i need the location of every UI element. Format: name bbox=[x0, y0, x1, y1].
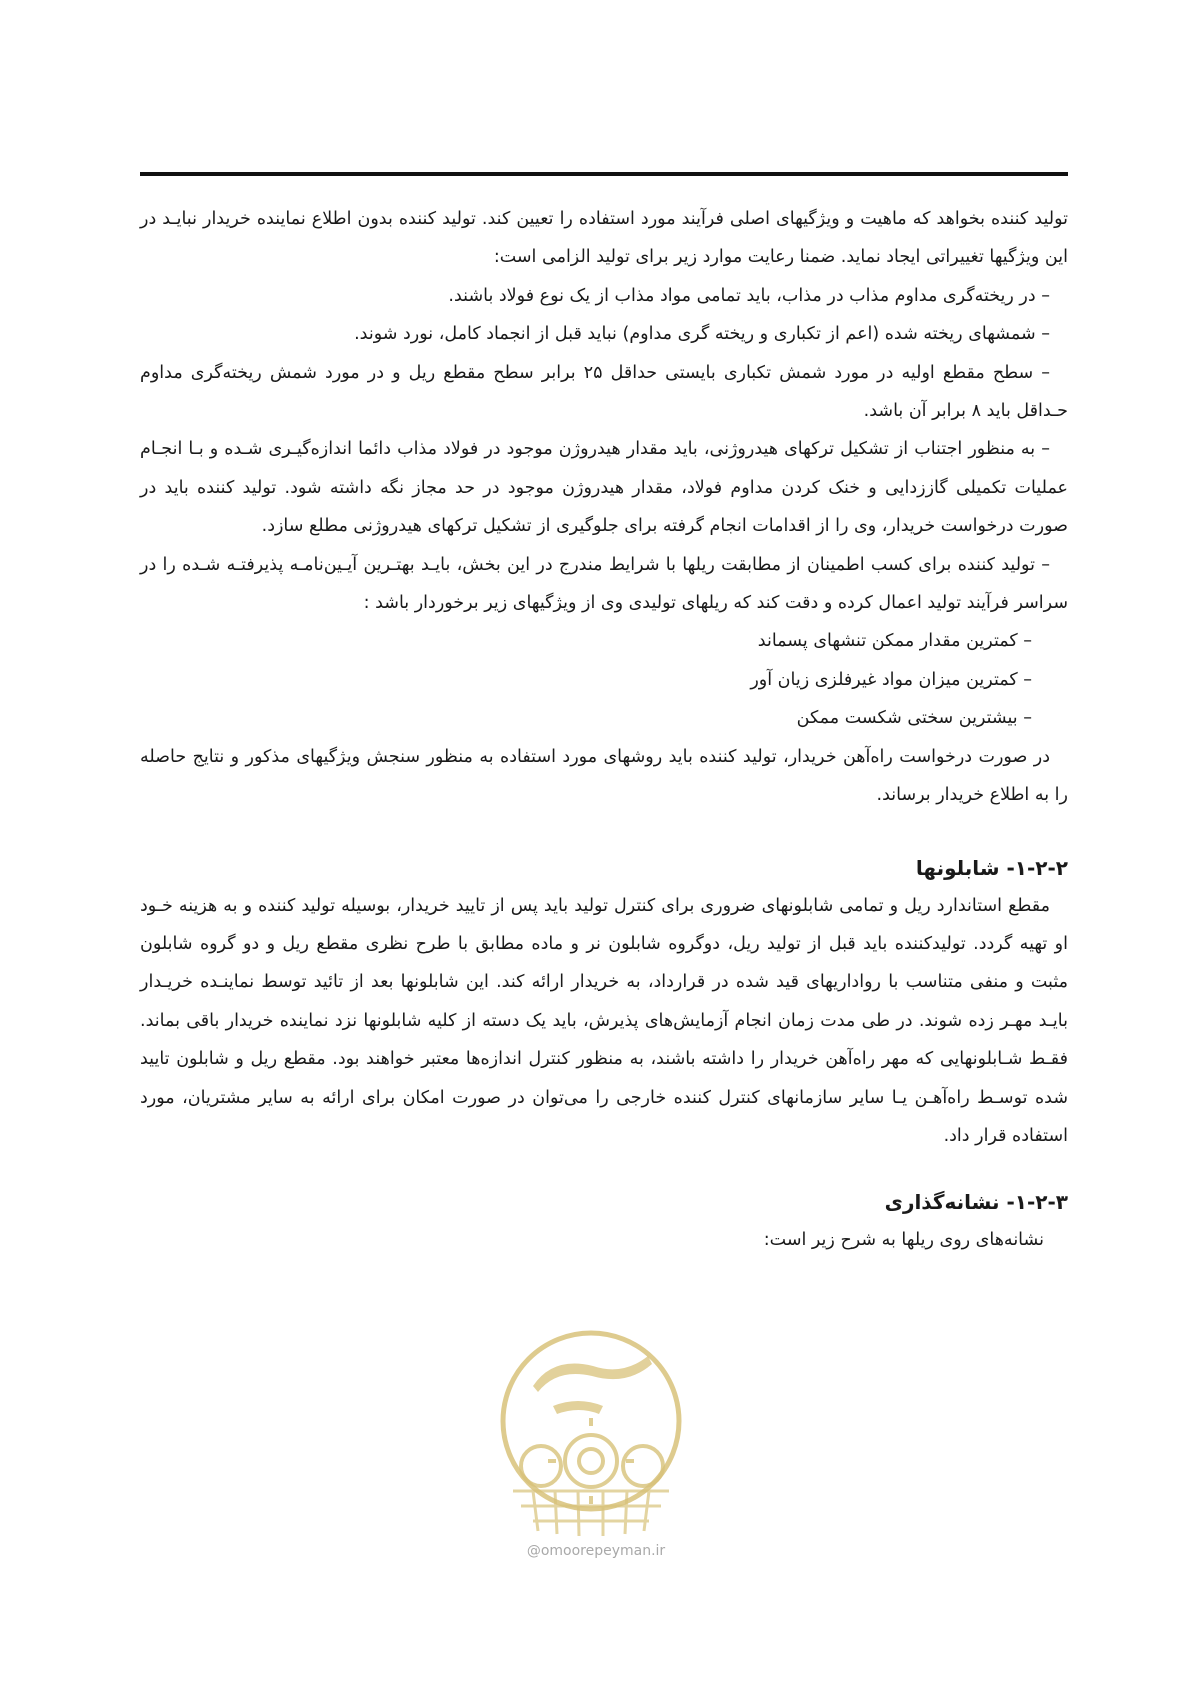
list-item-continuous-casting: – در ریخته‌گری مداوم مذاب در مذاب، باید تمامی مواد مذاب از یک نوع فولاد باشند. bbox=[448, 285, 1050, 306]
section-body-marking: نشانه‌های روی ریلها به شرح زیر است: bbox=[763, 1230, 1044, 1251]
section-body-templates: مقطع استاندارد ریل و تمامی شابلونهای ضروری برای کنترل تولید باید پس از تایید خریدار، بوسیله تولید کننده و به هزینه خـود او تهیه گردد. تولیدکننده باید قبل از تولید ریل، دوگروه شابلون نر و ماده مطابق با طرح نظری مقطع ریل و دو گروه شابلون مثبت و منفی متناسب با رواداریهای قید شده در قرارداد، به خریدار ارائه کند. این شابلونها بعد از تائید توسط نماینـده خریـدار بایـد مهـر زده شوند. در طی مدت زمان انجام آزمایش‌های پذیرش، باید یک دسته از کلیه شابلونها نزد نماینده خریدار باقی بماند. فقـط شـابلونهایی که مهر راه‌آهن خریدار را داشته باشند، به منظور کنترل اندازه‌ها معتبر خواهند بود. مقطع ریل و شابلون تایید شده توسـط راه‌آهـن یـا سایر سازمانهای کنترل کننده خارجی را می‌توان در صورت امکان برای ارائه به سایر مشتریان، مورد استفاده قرار داد. bbox=[140, 895, 1068, 1146]
watermark-url: @omoorepeyman.ir bbox=[526, 1543, 666, 1559]
list-item-hydrogen-cracks: – به منظور اجتناب از تشکیل ترکهای هیدروژنی، باید مقدار هیدروژن موجود در فولاد مذاب دائما اندازه‌گیـری شـده و بـا انجـام عملیات تکمیلی گاززدایی و خنک کردن مداوم فولاد، مقدار هیدروژن موجود در حد مجاز نگه داشته شود. تولید کننده باید در صورت درخواست خریدار، وی را از اقدامات انجام گرفته برای جلوگیری از تشکیل ترکهای هیدروژنی مطلع سازد. bbox=[140, 439, 1068, 537]
spacer bbox=[140, 815, 1068, 849]
gear-scales-seal-logo-icon bbox=[493, 1326, 688, 1541]
list-item-cast-ingots: – شمشهای ریخته شده (اعم از تکباری و ریخته گری مداوم) نباید قبل از انجماد کامل، نورد شوند. bbox=[354, 324, 1050, 345]
list-item-residual-stress: – کمترین مقدار ممکن تنشهای پسماند bbox=[757, 631, 1032, 652]
document-body bbox=[140, 200, 1068, 1260]
spacer bbox=[140, 1155, 1068, 1183]
header-rule bbox=[140, 172, 1068, 176]
paragraph-intro: تولید کننده بخواهد که ماهیت و ویژگیهای اصلی فرآیند مورد استفاده را تعیین کند. تولید کننده بدون اطلاع نماینده خریدار نبایـد در این ویژگیها تغییراتی ایجاد نماید. ضمنا رعایت موارد زیر برای تولید الزامی است: bbox=[140, 209, 1068, 268]
section-heading-templates: ۱-۲-۲- شابلونها bbox=[915, 855, 1068, 880]
list-item-nonmetallic-inclusions: – کمترین میزان مواد غیرفلزی زیان آور bbox=[750, 669, 1032, 690]
section-heading-marking: ۱-۲-۳- نشانه‌گذاری bbox=[884, 1190, 1068, 1215]
list-item-quality-code: – تولید کننده برای کسب اطمینان از مطابقت ریلها با شرایط مندرج در این بخش، بایـد بهتـرین آیـین‌نامـه پذیرفتـه شـده را در سراسر فرآیند تولید اعمال کرده و دقت کند که ریلهای تولیدی وی از ویژگیهای زیر برخوردار باشد : bbox=[140, 554, 1068, 614]
list-item-fracture-toughness: – بیشترین سختی شکست ممکن bbox=[796, 708, 1032, 729]
list-item-cross-section: – سطح مقطع اولیه در مورد شمش تکباری بایستی حداقل ۲۵ برابر سطح مقطع ریل و در مورد شمش ریخته‌گری مداوم حـداقل باید ۸ برابر آن باشد. bbox=[140, 362, 1068, 422]
paragraph-purchaser-request: در صورت درخواست راه‌آهن خریدار، تولید کننده باید روشهای مورد استفاده به منظور سنجش ویژگیهای مذکور و نتایج حاصله را به اطلاع خریدار برساند. bbox=[140, 746, 1068, 806]
